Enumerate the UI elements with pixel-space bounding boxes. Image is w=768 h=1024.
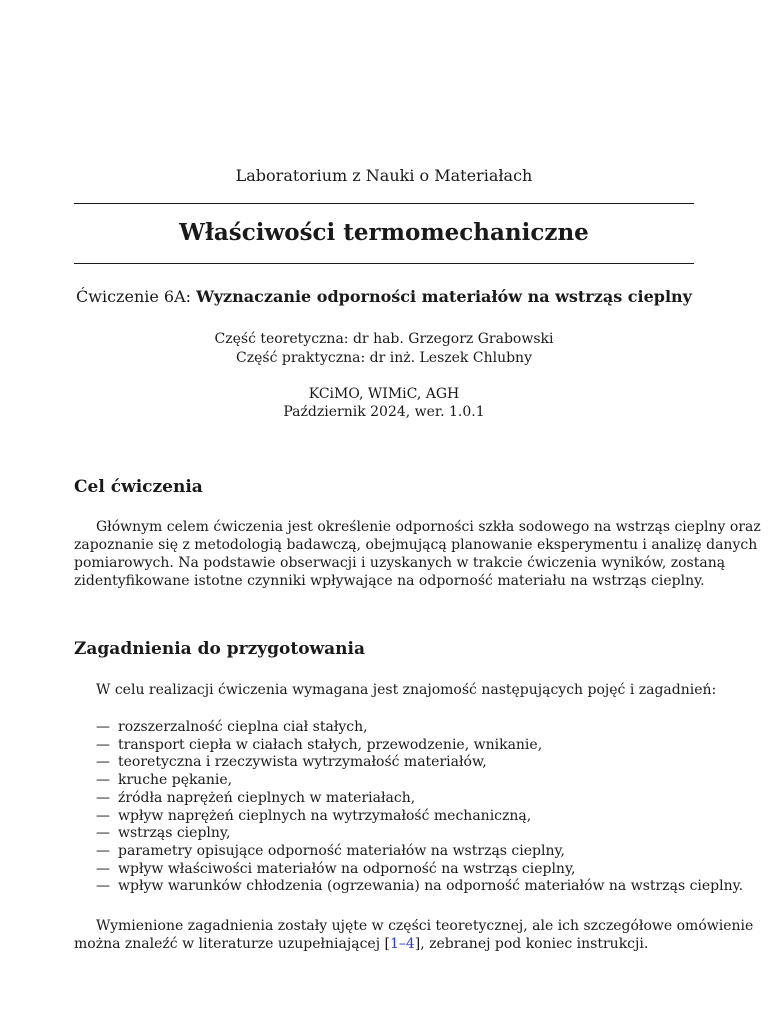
dash-bullet: — — [96, 825, 110, 842]
title-rule-top — [74, 203, 694, 204]
list-item-text: kruche pękanie, — [118, 772, 233, 789]
authors-block — [74, 330, 694, 368]
list-item-text: wpływ warunków chłodzenia (ogrzewania) na odporność materiałów na wstrząs cieplny. — [118, 878, 744, 895]
list-item — [96, 754, 696, 772]
list-item-text: teoretyczna i rzeczywista wytrzymałość materiałów, — [118, 754, 487, 771]
list-item — [96, 772, 696, 790]
closing-text-pre: można znaleźć w literaturze uzupełniającej [ — [74, 936, 390, 952]
author-theory: Część teoretyczna: dr hab. Grzegorz Grabowski — [214, 331, 554, 347]
topics-intro — [74, 681, 717, 699]
topics-intro-text: W celu realizacji ćwiczenia wymagana jest znajomość następujących pojęć i zagadnień: — [96, 682, 717, 698]
exercise-heading — [74, 286, 694, 308]
affiliation: KCiMO, WIMiC, AGH — [308, 386, 460, 402]
list-item — [96, 737, 696, 755]
closing-line — [74, 935, 694, 953]
date-version: Październik 2024, wer. 1.0.1 — [283, 404, 485, 420]
exercise-label: Ćwiczenie 6A: — [76, 287, 192, 306]
author-practice: Część praktyczna: dr inż. Leszek Chlubny — [236, 350, 532, 366]
dash-bullet: — — [96, 860, 110, 877]
section-heading-goal: Cel ćwiczenia — [74, 477, 203, 497]
list-item-text: parametry opisujące odporność materiałów na wstrząs cieplny, — [118, 842, 565, 859]
list-item — [96, 719, 696, 737]
dash-bullet: — — [96, 807, 110, 824]
list-item — [96, 790, 696, 808]
closing-paragraph — [74, 917, 754, 953]
goal-line: pomiarowych. Na podstawie obserwacji i uzyskanych w trakcie ćwiczenia wyników, zostaną — [74, 555, 726, 571]
list-item — [96, 843, 696, 861]
dash-bullet: — — [96, 842, 110, 859]
topics-list — [96, 719, 744, 896]
closing-line: Wymienione zagadnienia zostały ujęte w części teoretycznej, ale ich szczegółowe omówienie — [96, 918, 754, 934]
dash-bullet: — — [96, 772, 110, 789]
list-item-text: źródła naprężeń cieplnych w materiałach, — [118, 789, 416, 806]
list-item — [96, 878, 744, 896]
dash-bullet: — — [96, 754, 110, 771]
goal-line: Głównym celem ćwiczenia jest określenie odporności szkła sodowego na wstrząs cieplny oraz — [96, 519, 761, 535]
goal-line: zapoznanie się z metodologią badawczą, obejmującą planowanie eksperymentu i analizę danych — [74, 537, 758, 553]
closing-text-post: ], zebranej pod koniec instrukcji. — [414, 936, 649, 952]
list-item-text: wpływ naprężeń cieplnych na wytrzymałość mechaniczną, — [118, 807, 532, 824]
document-title: Właściwości termomechaniczne — [179, 219, 589, 246]
dash-bullet: — — [96, 878, 110, 895]
goal-paragraph — [74, 518, 761, 590]
dash-bullet: — — [96, 736, 110, 753]
list-item — [96, 861, 696, 879]
dash-bullet: — — [96, 789, 110, 806]
list-item-text: wstrząs cieplny, — [118, 825, 231, 842]
exercise-title: Wyznaczanie odporności materiałów na wstrząs cieplny — [196, 287, 692, 306]
goal-line: zidentyfikowane istotne czynniki wpływające na odporność materiału na wstrząs cieplny. — [74, 573, 705, 589]
document-page — [74, 0, 761, 1024]
dash-bullet: — — [96, 719, 110, 735]
section-heading-topics: Zagadnienia do przygotowania — [74, 639, 366, 659]
list-item-text: transport ciepła w ciałach stałych, przewodzenie, wnikanie, — [118, 736, 543, 753]
lab-name: Laboratorium z Nauki o Materiałach — [235, 166, 533, 185]
title-rule-bottom — [74, 263, 694, 264]
list-item-text: rozszerzalność cieplna ciał stałych, — [118, 719, 368, 735]
meta-block — [74, 385, 694, 421]
citation-link[interactable]: 1–4 — [389, 936, 415, 952]
list-item — [96, 808, 696, 826]
list-item-text: wpływ właściwości materiałów na odporność na wstrząs cieplny, — [118, 860, 576, 877]
list-item — [96, 825, 696, 843]
